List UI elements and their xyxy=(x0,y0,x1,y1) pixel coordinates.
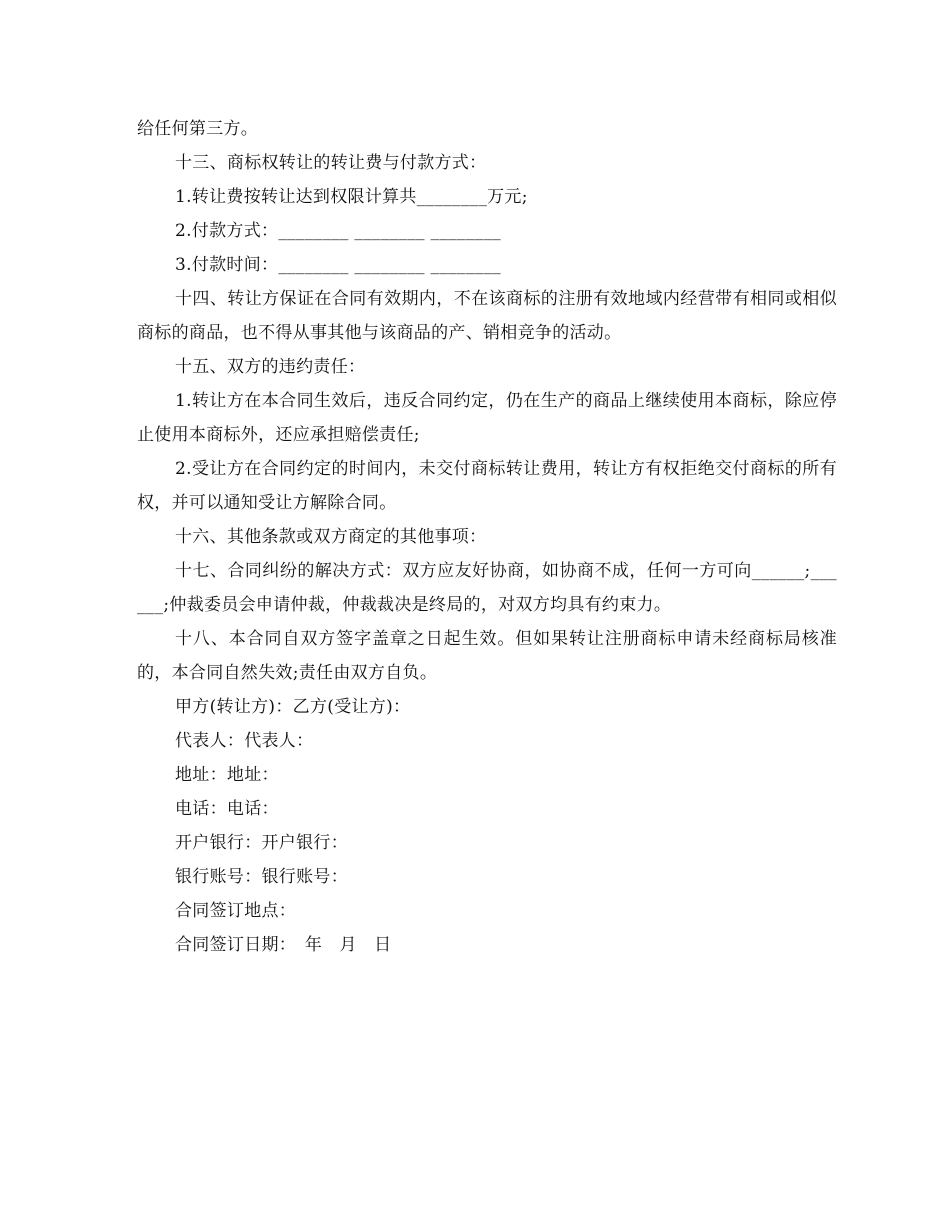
clause-13-heading: 十三、商标权转让的转让费与付款方式： xyxy=(175,153,487,173)
clause-13-item-1: 1.转让费按转让达到权限计算共________万元; xyxy=(175,187,528,207)
signature-bank: 开户银行：开户银行： xyxy=(175,833,348,853)
clause-16: 十六、其他条款或双方商定的其他事项： xyxy=(175,527,487,547)
clause-15-heading: 十五、双方的违约责任： xyxy=(175,357,366,377)
signature-account: 银行账号：银行账号： xyxy=(175,867,348,887)
signing-place: 合同签订地点： xyxy=(175,901,297,921)
signature-address: 地址：地址： xyxy=(175,765,279,785)
clause-17: 十七、合同纠纷的解决方式：双方应友好协商，如协商不成，任何一方可向______;______;仲裁委员会申请仲裁，仲裁裁决是终局的，对双方均具有约束力。 xyxy=(137,561,837,615)
clause-18: 十八、本合同自双方签字盖章之日起生效。但如果转让注册商标申请未经商标局核准的，本合同自然失效;责任由双方自负。 xyxy=(137,629,837,683)
signing-date: 合同签订日期： 年 月 日 xyxy=(175,935,392,955)
clause-15-item-2: 2.受让方在合同约定的时间内，未交付商标转让费用，转让方有权拒绝交付商标的所有权，并可以通知受让方解除合同。 xyxy=(137,459,837,513)
clause-13-item-2: 2.付款方式：________ ________ ________ xyxy=(175,221,501,241)
clause-14: 十四、转让方保证在合同有效期内，不在该商标的注册有效地域内经营带有相同或相似商标的商品，也不得从事其他与该商品的产、销相竞争的活动。 xyxy=(137,289,837,343)
document-body xyxy=(137,112,837,962)
signature-representative: 代表人：代表人： xyxy=(175,731,314,751)
clause-15-item-1: 1.转让方在本合同生效后，违反合同约定，仍在生产的商品上继续使用本商标，除应停止使用本商标外，还应承担赔偿责任; xyxy=(137,391,837,445)
signature-phone: 电话：电话： xyxy=(175,799,279,819)
clause-13-item-3: 3.付款时间：________ ________ ________ xyxy=(175,255,501,275)
paragraph-continuation: 给任何第三方。 xyxy=(137,119,259,139)
signature-parties: 甲方(转让方)：乙方(受让方)： xyxy=(175,697,411,717)
